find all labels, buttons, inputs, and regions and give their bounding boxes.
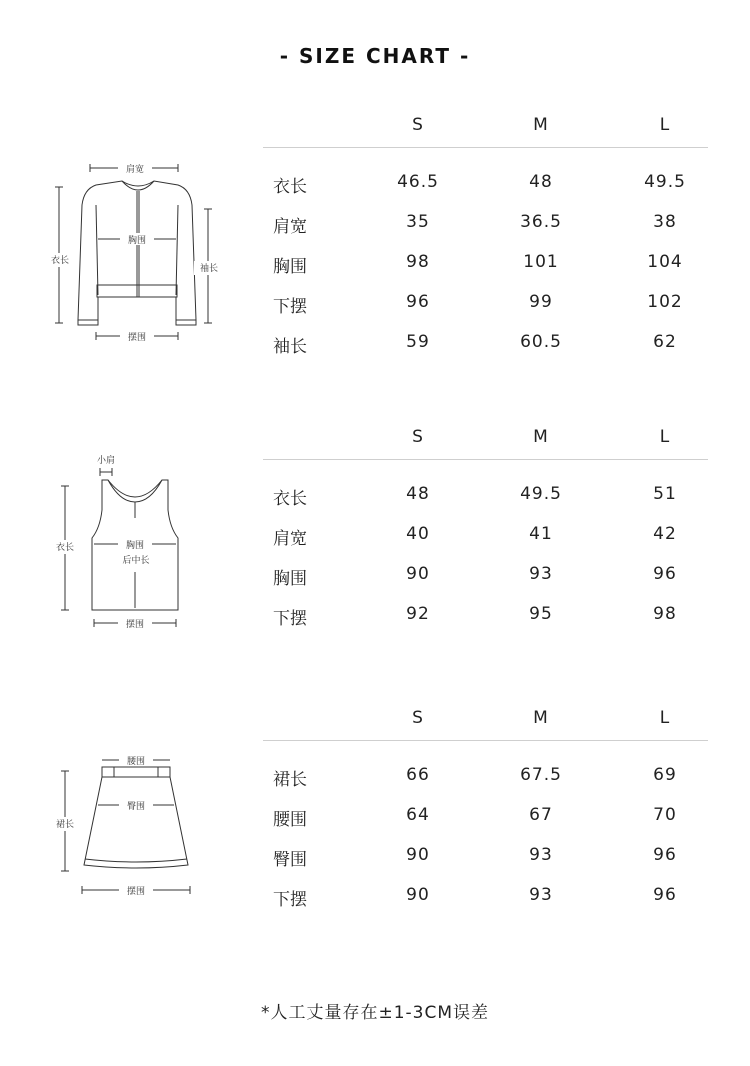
diagram-label-sleeve: 袖长: [199, 264, 219, 274]
value-s: 90: [406, 564, 430, 584]
size-header-s: S: [412, 708, 424, 728]
diagram-label-small-shoulder: 小肩: [96, 456, 116, 466]
value-l: 51: [653, 484, 677, 504]
value-m: 36.5: [520, 212, 562, 232]
row-label: 下摆: [273, 890, 307, 910]
diagram-label-length: 裙长: [55, 820, 75, 830]
size-header-m: M: [533, 708, 549, 728]
value-s: 92: [406, 604, 430, 624]
size-header-s: S: [412, 115, 424, 135]
value-s: 46.5: [397, 172, 439, 192]
value-m: 67: [529, 805, 553, 825]
value-l: 62: [653, 332, 677, 352]
diagram-label-chest: 胸围: [125, 541, 145, 551]
value-s: 40: [406, 524, 430, 544]
row-label: 肩宽: [273, 529, 307, 549]
value-m: 41: [529, 524, 553, 544]
row-label: 臀围: [273, 850, 307, 870]
diagram-label-back-center: 后中长: [122, 556, 150, 566]
value-l: 69: [653, 765, 677, 785]
value-l: 42: [653, 524, 677, 544]
value-s: 66: [406, 765, 430, 785]
size-header-row: [0, 115, 750, 137]
value-m: 60.5: [520, 332, 562, 352]
size-header-l: L: [659, 708, 671, 728]
value-m: 67.5: [520, 765, 562, 785]
value-m: 101: [523, 252, 559, 272]
value-m: 95: [529, 604, 553, 624]
divider: [263, 147, 708, 148]
size-header-s: S: [412, 427, 424, 447]
cardigan-diagram: [40, 155, 230, 350]
row-label: 胸围: [273, 569, 307, 589]
diagram-label-length: 衣长: [50, 256, 70, 266]
value-m: 48: [529, 172, 553, 192]
row-label: 肩宽: [273, 217, 307, 237]
divider: [263, 459, 708, 460]
row-label: 衣长: [273, 177, 307, 197]
row-label: 袖长: [273, 337, 307, 357]
size-header-l: L: [659, 427, 671, 447]
value-s: 90: [406, 845, 430, 865]
size-header-m: M: [533, 115, 549, 135]
size-header-row: [0, 708, 750, 730]
row-label: 衣长: [273, 489, 307, 509]
row-label: 下摆: [273, 609, 307, 629]
diagram-label-length: 衣长: [55, 543, 75, 553]
value-s: 48: [406, 484, 430, 504]
diagram-label-hem: 摆围: [126, 887, 146, 897]
measurement-note: *人工丈量存在±1-3CM误差: [260, 1003, 490, 1023]
value-s: 35: [406, 212, 430, 232]
diagram-label-hip: 臀围: [126, 802, 146, 812]
row-label: 裙长: [273, 770, 307, 790]
size-header-row: [0, 427, 750, 449]
value-l: 96: [653, 845, 677, 865]
value-l: 102: [647, 292, 683, 312]
row-label: 下摆: [273, 297, 307, 317]
diagram-label-waist: 腰围: [126, 757, 146, 767]
skirt-diagram: [40, 745, 230, 905]
value-m: 49.5: [520, 484, 562, 504]
value-l: 70: [653, 805, 677, 825]
value-l: 38: [653, 212, 677, 232]
diagram-label-hem: 摆围: [125, 620, 145, 630]
value-s: 98: [406, 252, 430, 272]
value-l: 98: [653, 604, 677, 624]
value-m: 93: [529, 564, 553, 584]
divider: [263, 740, 708, 741]
size-header-m: M: [533, 427, 549, 447]
row-label: 腰围: [273, 810, 307, 830]
value-l: 96: [653, 885, 677, 905]
value-l: 104: [647, 252, 683, 272]
value-s: 59: [406, 332, 430, 352]
value-l: 49.5: [644, 172, 686, 192]
value-m: 93: [529, 845, 553, 865]
value-m: 99: [529, 292, 553, 312]
page-title: - SIZE CHART -: [279, 44, 471, 68]
size-header-l: L: [659, 115, 671, 135]
value-s: 96: [406, 292, 430, 312]
value-s: 64: [406, 805, 430, 825]
diagram-label-shoulder: 肩宽: [125, 165, 145, 175]
row-label: 胸围: [273, 257, 307, 277]
value-s: 90: [406, 885, 430, 905]
diagram-label-chest: 胸围: [127, 236, 147, 246]
tank-top-diagram: [40, 450, 230, 635]
value-m: 93: [529, 885, 553, 905]
diagram-label-hem: 摆围: [127, 333, 147, 343]
value-l: 96: [653, 564, 677, 584]
